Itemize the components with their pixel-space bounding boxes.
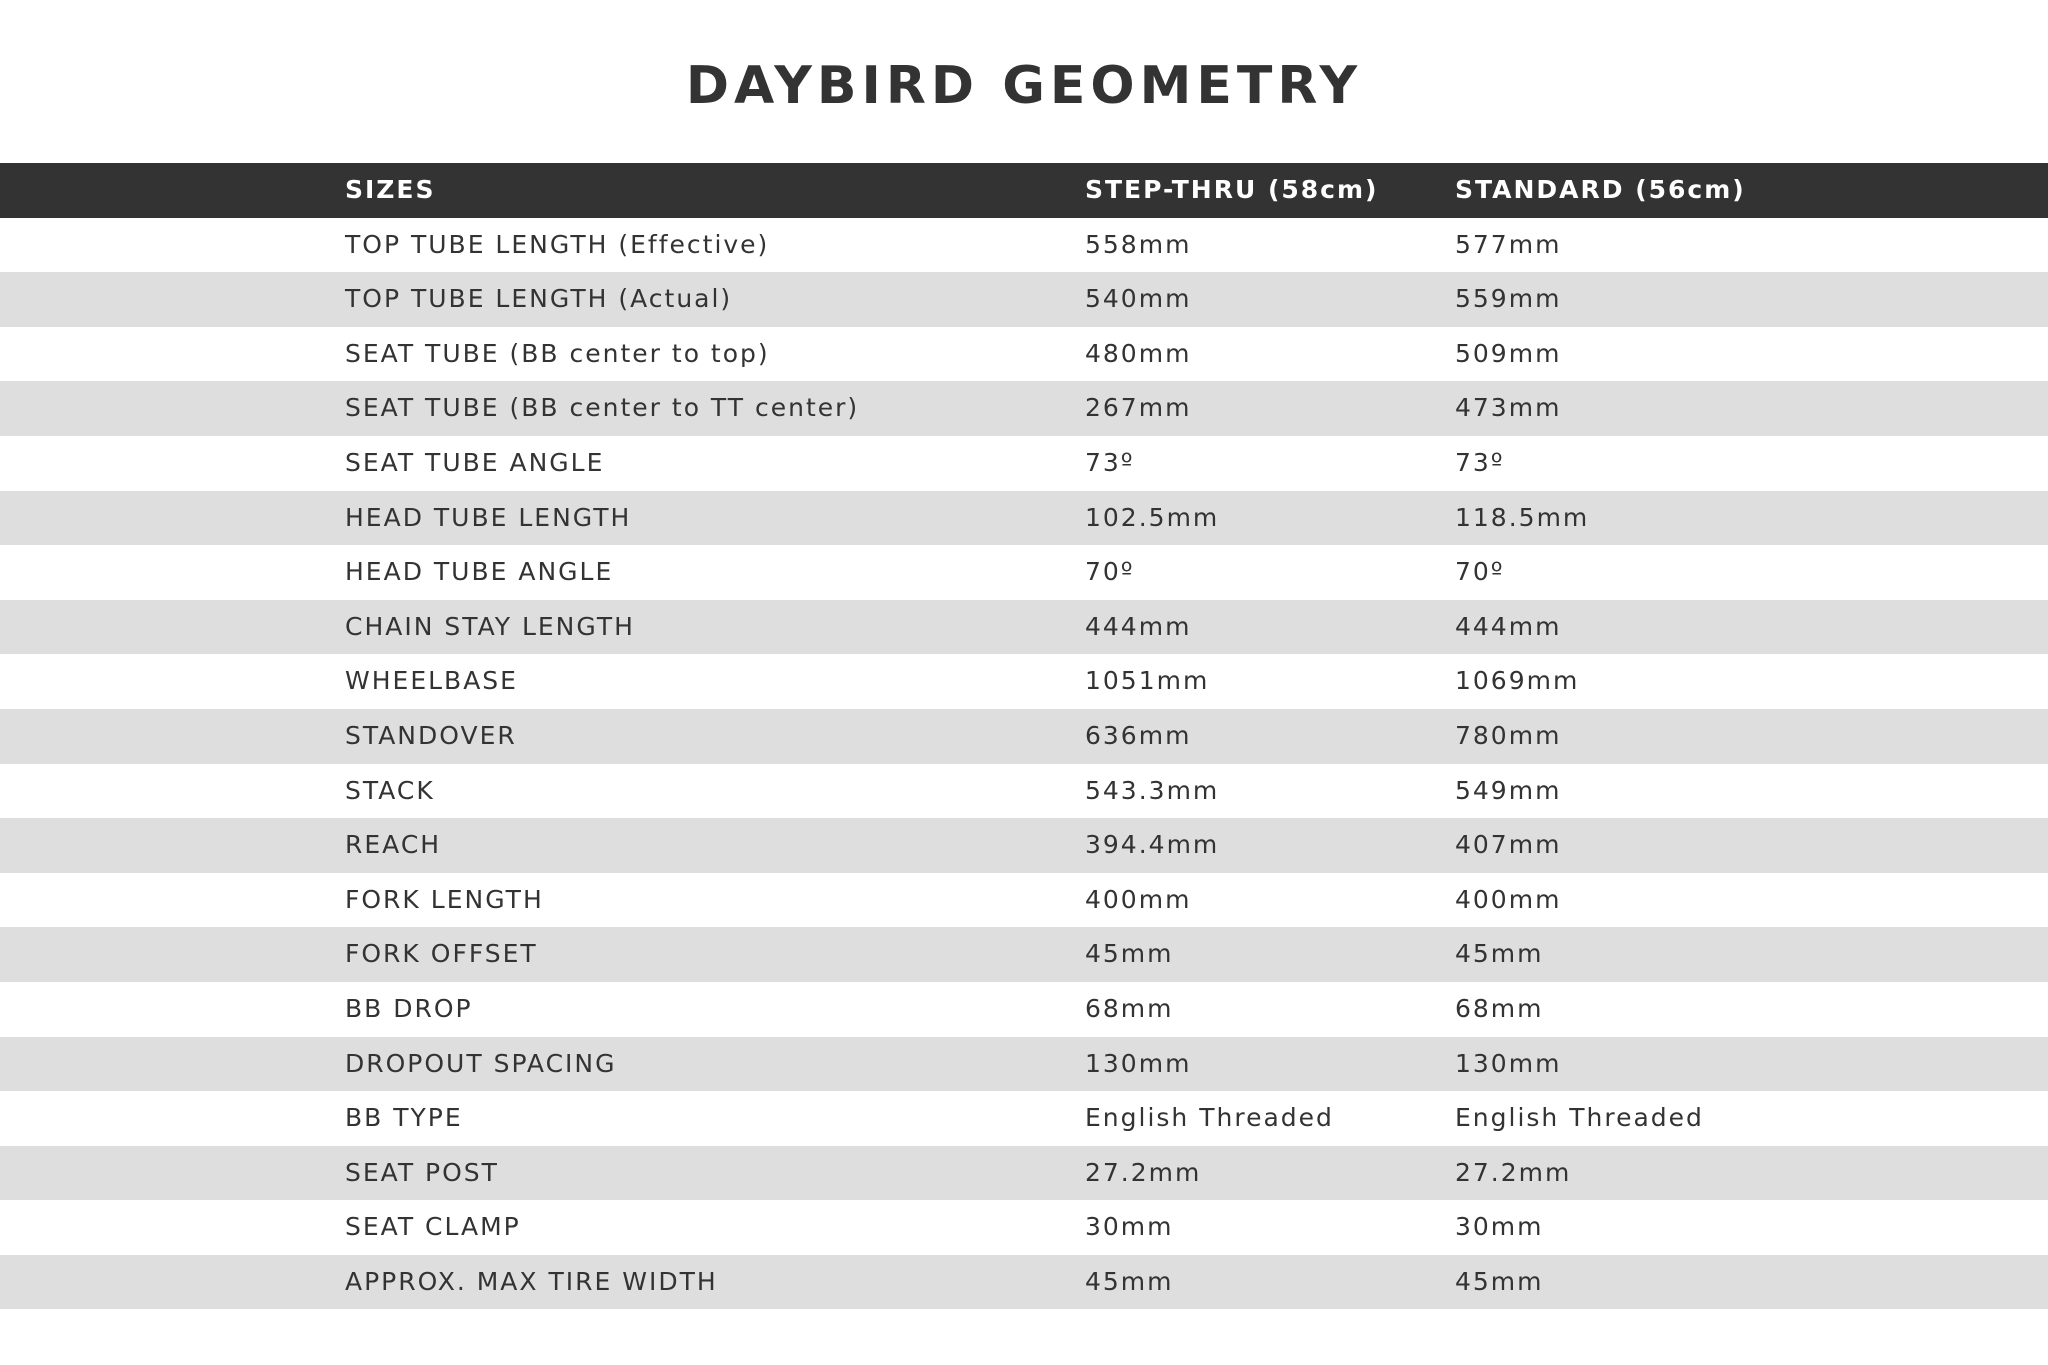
standard-value: 70º bbox=[1455, 557, 1505, 587]
header-step-thru: STEP-THRU (58cm) bbox=[1085, 175, 1379, 204]
table-row bbox=[0, 982, 2048, 1037]
header-sizes: SIZES bbox=[345, 175, 436, 204]
standard-value: 780mm bbox=[1455, 720, 1562, 750]
step-thru-value: 1051mm bbox=[1085, 666, 1210, 696]
step-thru-value: 267mm bbox=[1085, 393, 1192, 423]
standard-value: 407mm bbox=[1455, 830, 1562, 860]
table-row bbox=[0, 1146, 2048, 1201]
step-thru-value: 68mm bbox=[1085, 993, 1174, 1023]
step-thru-value: 636mm bbox=[1085, 720, 1192, 750]
standard-value: 577mm bbox=[1455, 229, 1562, 259]
step-thru-value: 27.2mm bbox=[1085, 1157, 1202, 1187]
spec-name: TOP TUBE LENGTH (Effective) bbox=[345, 229, 770, 259]
step-thru-value: 102.5mm bbox=[1085, 502, 1220, 532]
table-header-row bbox=[0, 163, 2048, 218]
standard-value: 1069mm bbox=[1455, 666, 1580, 696]
standard-value: 27.2mm bbox=[1455, 1157, 1572, 1187]
table-row bbox=[0, 1037, 2048, 1092]
step-thru-value: 45mm bbox=[1085, 939, 1174, 969]
spec-name: SEAT POST bbox=[345, 1157, 499, 1187]
spec-name: STACK bbox=[345, 775, 435, 805]
table-row bbox=[0, 381, 2048, 436]
spec-name: SEAT TUBE ANGLE bbox=[345, 447, 605, 477]
spec-name: HEAD TUBE LENGTH bbox=[345, 502, 632, 532]
table-row bbox=[0, 654, 2048, 709]
spec-name: SEAT TUBE (BB center to top) bbox=[345, 338, 770, 368]
standard-value: 509mm bbox=[1455, 338, 1562, 368]
spec-name: DROPOUT SPACING bbox=[345, 1048, 617, 1078]
table-row bbox=[0, 491, 2048, 546]
standard-value: 130mm bbox=[1455, 1048, 1562, 1078]
step-thru-value: 558mm bbox=[1085, 229, 1192, 259]
spec-name: SEAT TUBE (BB center to TT center) bbox=[345, 393, 860, 423]
table-row bbox=[0, 1200, 2048, 1255]
spec-name: WHEELBASE bbox=[345, 666, 518, 696]
step-thru-value: 130mm bbox=[1085, 1048, 1192, 1078]
table-row bbox=[0, 927, 2048, 982]
step-thru-value: 400mm bbox=[1085, 884, 1192, 914]
step-thru-value: 543.3mm bbox=[1085, 775, 1220, 805]
spec-name: TOP TUBE LENGTH (Actual) bbox=[345, 284, 733, 314]
step-thru-value: 540mm bbox=[1085, 284, 1192, 314]
table-row bbox=[0, 327, 2048, 382]
table-row bbox=[0, 764, 2048, 819]
step-thru-value: 480mm bbox=[1085, 338, 1192, 368]
step-thru-value: English Threaded bbox=[1085, 1103, 1334, 1133]
table-row bbox=[0, 709, 2048, 764]
step-thru-value: 73º bbox=[1085, 447, 1135, 477]
standard-value: 473mm bbox=[1455, 393, 1562, 423]
spec-name: STANDOVER bbox=[345, 720, 517, 750]
spec-name: BB DROP bbox=[345, 993, 473, 1023]
standard-value: 45mm bbox=[1455, 939, 1544, 969]
standard-value: 68mm bbox=[1455, 993, 1544, 1023]
standard-value: 45mm bbox=[1455, 1266, 1544, 1296]
spec-name: SEAT CLAMP bbox=[345, 1212, 521, 1242]
table-row bbox=[0, 1255, 2048, 1310]
table-body bbox=[0, 218, 2048, 1310]
step-thru-value: 30mm bbox=[1085, 1212, 1174, 1242]
standard-value: English Threaded bbox=[1455, 1103, 1704, 1133]
table-row bbox=[0, 818, 2048, 873]
spec-name: BB TYPE bbox=[345, 1103, 463, 1133]
step-thru-value: 444mm bbox=[1085, 611, 1192, 641]
table-row bbox=[0, 218, 2048, 273]
step-thru-value: 45mm bbox=[1085, 1266, 1174, 1296]
table-row bbox=[0, 1091, 2048, 1146]
standard-value: 30mm bbox=[1455, 1212, 1544, 1242]
geometry-table bbox=[0, 163, 2048, 1309]
header-standard: STANDARD (56cm) bbox=[1455, 175, 1746, 204]
spec-name: APPROX. MAX TIRE WIDTH bbox=[345, 1266, 718, 1296]
step-thru-value: 394.4mm bbox=[1085, 830, 1220, 860]
table-row bbox=[0, 436, 2048, 491]
spec-name: CHAIN STAY LENGTH bbox=[345, 611, 635, 641]
table-row bbox=[0, 272, 2048, 327]
page-title: DAYBIRD GEOMETRY bbox=[685, 56, 1363, 116]
standard-value: 559mm bbox=[1455, 284, 1562, 314]
standard-value: 444mm bbox=[1455, 611, 1562, 641]
standard-value: 549mm bbox=[1455, 775, 1562, 805]
standard-value: 73º bbox=[1455, 447, 1505, 477]
spec-name: FORK LENGTH bbox=[345, 884, 544, 914]
standard-value: 118.5mm bbox=[1455, 502, 1590, 532]
step-thru-value: 70º bbox=[1085, 557, 1135, 587]
spec-name: HEAD TUBE ANGLE bbox=[345, 557, 614, 587]
standard-value: 400mm bbox=[1455, 884, 1562, 914]
table-row bbox=[0, 545, 2048, 600]
table-row bbox=[0, 600, 2048, 655]
table-row bbox=[0, 873, 2048, 928]
spec-name: REACH bbox=[345, 830, 442, 860]
spec-name: FORK OFFSET bbox=[345, 939, 538, 969]
